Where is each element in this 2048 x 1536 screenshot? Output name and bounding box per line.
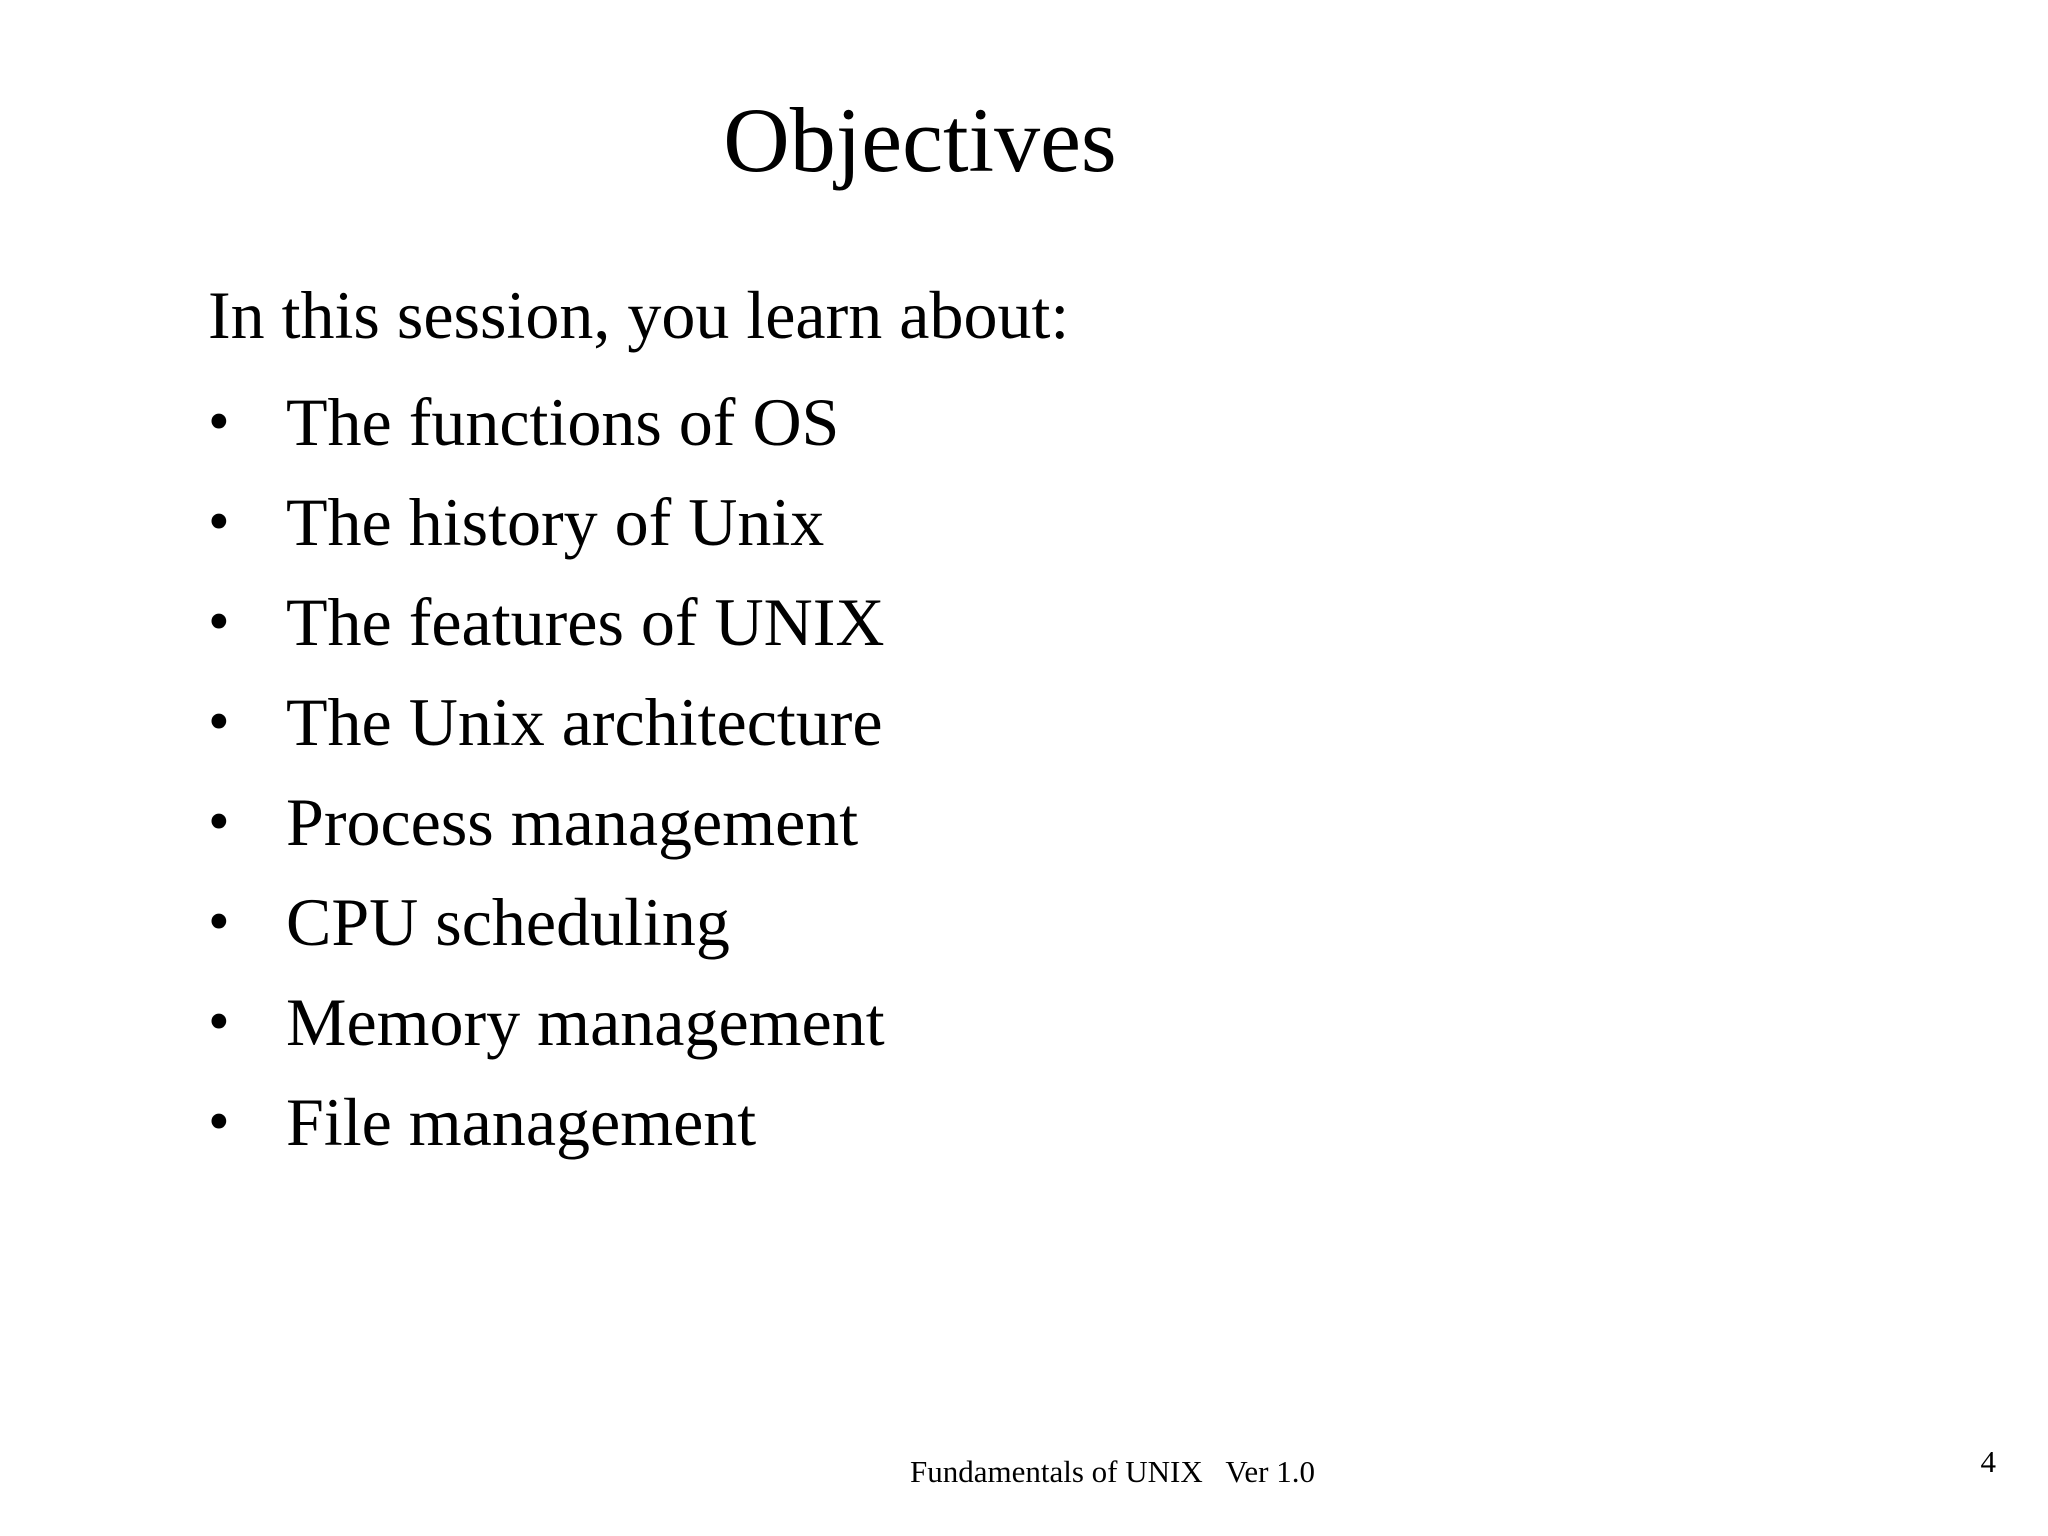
bullet-icon: • — [208, 1088, 230, 1156]
list-item-text: File management — [286, 1084, 757, 1160]
bullet-icon: • — [208, 688, 230, 756]
page-number: 4 — [1980, 1444, 1996, 1479]
list-item-text: The Unix architecture — [286, 684, 883, 760]
bullet-icon: • — [208, 788, 230, 856]
bullet-icon: • — [208, 488, 230, 556]
slide-title: Objectives — [723, 89, 1117, 191]
footer-text: Fundamentals of UNIX Ver 1.0 — [910, 1454, 1315, 1489]
list-item-text: Memory management — [286, 984, 885, 1060]
bullet-icon: • — [208, 988, 230, 1056]
bullet-icon: • — [208, 888, 230, 956]
bullet-icon: • — [208, 588, 230, 656]
bullet-icon: • — [208, 388, 230, 456]
intro-text: In this session, you learn about: — [208, 277, 1070, 353]
list-item-text: CPU scheduling — [286, 884, 730, 960]
list-item-text: The functions of OS — [286, 384, 840, 460]
list-item-text: The features of UNIX — [286, 584, 885, 660]
list-item-text: Process management — [286, 784, 859, 860]
list-item-text: The history of Unix — [286, 484, 825, 560]
